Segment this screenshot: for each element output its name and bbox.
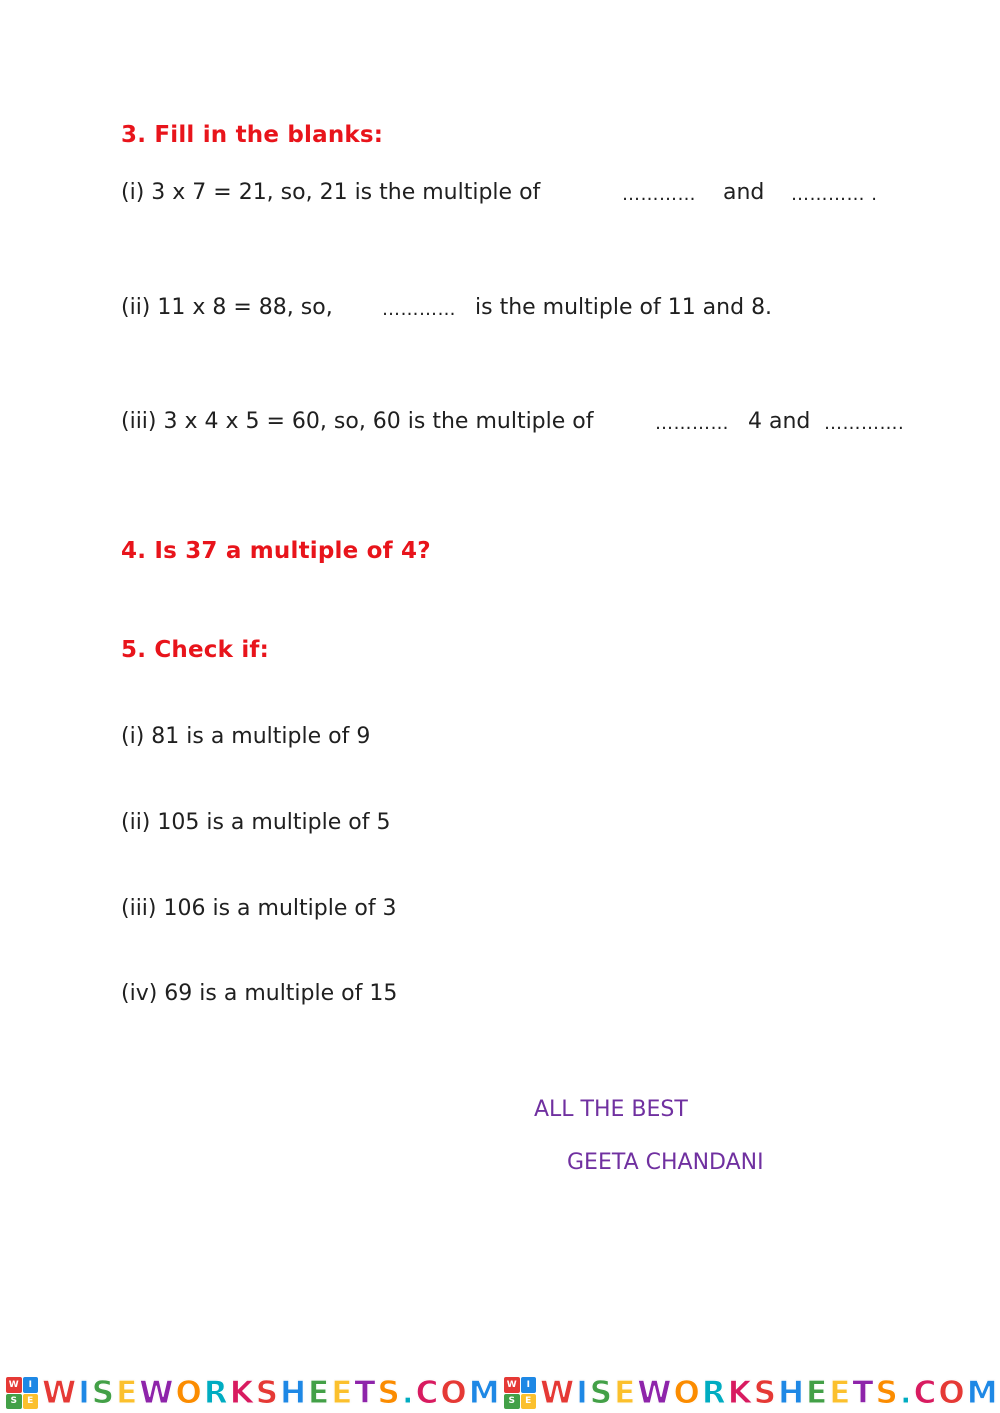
footer-brand-letter: I: [576, 1375, 590, 1411]
q3-iii-text: (iii) 3 x 4 x 5 = 60, so, 60 is the multiple of: [121, 409, 594, 434]
footer-brand-1[interactable]: [6, 1376, 502, 1410]
footer-brand-letter: C: [415, 1375, 441, 1411]
footer-brand-letter: C: [913, 1375, 939, 1411]
footer-brand-letter: W: [139, 1375, 176, 1411]
q3-ii-text: (ii) 11 x 8 = 88, so,: [121, 295, 333, 320]
q5-heading: 5. Check if:: [121, 637, 270, 663]
footer-brand-letter: M: [468, 1375, 502, 1411]
q3-ii-rest: is the multiple of 11 and 8.: [475, 295, 773, 320]
footer-brand-letter: W: [42, 1375, 79, 1411]
footer-brand-2[interactable]: [504, 1376, 1000, 1410]
footer-brand-letter: .: [401, 1375, 416, 1411]
footer-brand-letter: R: [203, 1375, 230, 1411]
q5-item-ii: (ii) 105 is a multiple of 5: [121, 810, 391, 835]
footer-banner: [0, 1372, 1000, 1413]
q3-ii-blank[interactable]: …………: [382, 299, 456, 320]
footer-brand-letter: R: [701, 1375, 728, 1411]
q3-i-blank-2[interactable]: ………… .: [791, 184, 878, 205]
footer-brand-letter: S: [377, 1375, 402, 1411]
footer-brand-letter: K: [229, 1375, 256, 1411]
footer-brand-letter: K: [727, 1375, 754, 1411]
signoff-all-the-best: ALL THE BEST: [534, 1097, 688, 1122]
wiseworksheets-logo-icon: W I S E: [6, 1377, 38, 1409]
footer-brand-letter: S: [875, 1375, 900, 1411]
footer-brand-letter: O: [175, 1375, 204, 1411]
q5-item-iv: (iv) 69 is a multiple of 15: [121, 981, 398, 1006]
footer-brand-letter: S: [753, 1375, 779, 1411]
footer-brand-letter: S: [91, 1375, 117, 1411]
footer-brand-letter: O: [938, 1375, 967, 1411]
footer-brand-letter: O: [673, 1375, 702, 1411]
wiseworksheets-logo-icon: W I S E: [504, 1377, 536, 1409]
footer-brand-letter: M: [966, 1375, 1000, 1411]
signoff-author: GEETA CHANDANI: [567, 1150, 764, 1175]
footer-brand-letter: H: [778, 1375, 807, 1411]
footer-brand-text: [42, 1375, 502, 1411]
footer-brand-letter: T: [354, 1375, 378, 1411]
q3-i-blank-1[interactable]: …………: [622, 184, 696, 205]
q3-heading: 3. Fill in the blanks:: [121, 122, 384, 148]
q3-iii-blank-2[interactable]: ………….: [824, 413, 905, 434]
footer-brand-letter: E: [829, 1375, 853, 1411]
footer-brand-letter: H: [280, 1375, 309, 1411]
footer-brand-letter: E: [806, 1375, 830, 1411]
footer-brand-letter: E: [308, 1375, 332, 1411]
footer-brand-letter: E: [614, 1375, 638, 1411]
footer-brand-letter: S: [589, 1375, 615, 1411]
q5-item-i: (i) 81 is a multiple of 9: [121, 724, 371, 749]
q4-heading: 4. Is 37 a multiple of 4?: [121, 538, 431, 564]
footer-brand-letter: .: [899, 1375, 914, 1411]
footer-brand-letter: I: [78, 1375, 92, 1411]
footer-brand-letter: W: [637, 1375, 674, 1411]
footer-brand-letter: E: [331, 1375, 355, 1411]
q3-i-text: (i) 3 x 7 = 21, so, 21 is the multiple of: [121, 180, 541, 205]
footer-brand-letter: S: [255, 1375, 281, 1411]
footer-brand-text: [540, 1375, 1000, 1411]
footer-brand-letter: E: [116, 1375, 140, 1411]
q3-i-and: and: [723, 180, 765, 205]
q3-iii-blank-1[interactable]: …………: [655, 413, 729, 434]
footer-brand-letter: O: [440, 1375, 469, 1411]
footer-brand-letter: W: [540, 1375, 577, 1411]
q5-item-iii: (iii) 106 is a multiple of 3: [121, 896, 397, 921]
q3-iii-mid: 4 and: [748, 409, 811, 434]
footer-brand-letter: T: [852, 1375, 876, 1411]
